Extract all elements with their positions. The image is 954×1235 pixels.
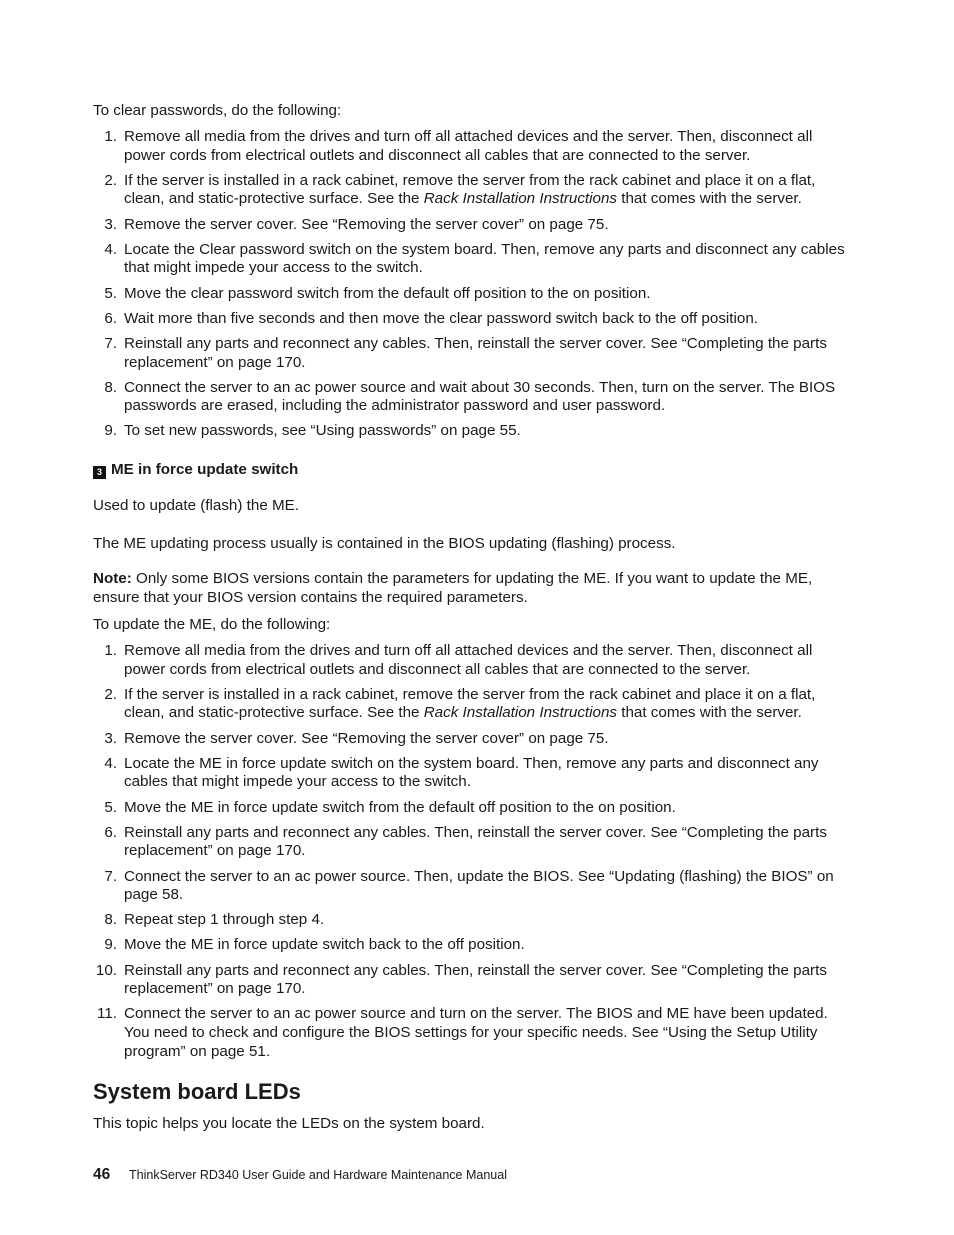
step-number: 1.	[104, 642, 117, 659]
step-text: Reinstall any parts and reconnect any cables. Then, reinstall the server cover. See “Completing the parts replacement” on page 170.	[124, 823, 827, 860]
list-item	[93, 422, 853, 441]
list-item	[93, 310, 853, 329]
me-paragraph-2: The ME updating process usually is contained in the BIOS updating (flashing) process.	[93, 535, 676, 552]
step-text: that comes with the server.	[617, 190, 802, 208]
clear-passwords-steps	[93, 128, 853, 448]
step-number: 11.	[97, 1005, 117, 1023]
note-label: Note:	[93, 570, 132, 587]
step-emphasis: Rack Installation Instructions	[423, 190, 618, 208]
step-text: Repeat step 1 through step 4.	[124, 911, 325, 929]
step-text: Reinstall any parts and reconnect any cables. Then, reinstall the server cover. See “Completing the parts replacement” on page 170.	[124, 334, 827, 371]
step-number: 5.	[104, 798, 117, 816]
step-text: If the server is installed in a rack cabinet, remove the server from the rack cabinet and place it on a flat, clean, and static-protective surface. See the	[124, 685, 816, 722]
me-update-steps	[93, 642, 853, 1068]
step-text: Reinstall any parts and reconnect any cables. Then, reinstall the server cover. See “Completing the parts replacement” on page 170.	[124, 961, 827, 998]
step-text: Connect the server to an ac power source. Then, update the BIOS. See “Updating (flashing) the BIOS” on page 58.	[124, 867, 834, 904]
step-number: 5.	[104, 284, 117, 302]
step-number: 8.	[104, 378, 117, 396]
list-item	[93, 868, 853, 905]
step-text: Wait more than five seconds and then move the clear password switch back to the off position.	[124, 309, 758, 327]
step-number: 4.	[104, 240, 117, 258]
step-text: Connect the server to an ac power source and wait about 30 seconds. Then, turn on the server. The BIOS passwords are erased, including the administrator password and user password.	[124, 378, 836, 415]
step-number: 6.	[104, 309, 117, 327]
list-item	[93, 216, 853, 235]
list-item	[93, 911, 853, 930]
step-number: 6.	[104, 823, 117, 841]
page-number: 46	[93, 1166, 111, 1183]
step-text: To set new passwords, see “Using passwords” on page 55.	[124, 422, 521, 440]
step-emphasis: Rack Installation Instructions	[423, 704, 618, 722]
step-text: Locate the ME in force update switch on the system board. Then, remove any parts and disconnect any cables that might impede your access to the switch.	[124, 754, 819, 791]
list-item	[93, 799, 853, 818]
step-number: 2.	[104, 171, 117, 189]
footer-doc-title: ThinkServer RD340 User Guide and Hardware Maintenance Manual	[129, 1168, 507, 1182]
list-item	[93, 686, 853, 723]
list-item	[93, 755, 853, 792]
step-number: 9.	[104, 936, 117, 954]
list-item	[93, 335, 853, 372]
step-text: that comes with the server.	[617, 704, 802, 722]
step-text: Remove the server cover. See “Removing the server cover” on page 75.	[124, 729, 609, 747]
me-heading-text: ME in force update switch	[111, 461, 299, 478]
step-number: 2.	[104, 685, 117, 703]
me-paragraph-1: Used to update (flash) the ME.	[93, 497, 299, 514]
step-number: 4.	[104, 754, 117, 772]
step-text: Remove the server cover. See “Removing the server cover” on page 75.	[124, 215, 609, 233]
step-text: Move the clear password switch from the default off position to the on position.	[124, 284, 651, 302]
list-item	[93, 730, 853, 749]
callout-number-badge: 3	[93, 466, 106, 479]
step-text: If the server is installed in a rack cabinet, remove the server from the rack cabinet and place it on a flat, clean, and static-protective surface. See the	[124, 171, 816, 208]
leds-section-heading: System board LEDs	[93, 1079, 301, 1104]
list-item	[93, 642, 853, 679]
list-item	[93, 379, 853, 416]
me-note	[93, 570, 853, 607]
list-item	[93, 128, 853, 165]
step-number: 1.	[104, 128, 117, 145]
list-item	[93, 1005, 853, 1061]
me-section-heading	[93, 461, 298, 479]
step-text: Move the ME in force update switch back to the off position.	[124, 936, 525, 954]
step-number: 10.	[95, 961, 117, 979]
note-text: Only some BIOS versions contain the parameters for updating the ME. If you want to update the ME, ensure that your BIOS version contains the required parameters.	[93, 570, 813, 606]
step-number: 7.	[104, 334, 117, 352]
leds-intro: This topic helps you locate the LEDs on the system board.	[93, 1115, 485, 1132]
list-item	[93, 936, 853, 955]
step-number: 7.	[104, 867, 117, 885]
list-item	[93, 285, 853, 304]
clear-passwords-intro: To clear passwords, do the following:	[93, 102, 342, 119]
step-text: Locate the Clear password switch on the system board. Then, remove any parts and disconnect any cables that might impede your access to the switch.	[124, 240, 845, 277]
step-text: Remove all media from the drives and turn off all attached devices and the server. Then, disconnect all power cords from electrical outlets and disconnect all cables that are connected to the server.	[124, 128, 813, 164]
step-text: Move the ME in force update switch from the default off position to the on position.	[124, 798, 676, 816]
step-text: Connect the server to an ac power source and turn on the server. The BIOS and ME have been updated. You need to check and configure the BIOS settings for your specific needs. See “Using the Setup Utility program” on page 51.	[124, 1005, 828, 1060]
step-number: 3.	[104, 215, 117, 233]
step-number: 9.	[104, 422, 117, 440]
list-item	[93, 172, 853, 209]
step-text: Remove all media from the drives and turn off all attached devices and the server. Then, disconnect all power cords from electrical outlets and disconnect all cables that are connected to the server.	[124, 642, 813, 678]
step-number: 8.	[104, 911, 117, 929]
list-item	[93, 962, 853, 999]
list-item	[93, 241, 853, 278]
step-number: 3.	[104, 729, 117, 747]
list-item	[93, 824, 853, 861]
me-update-intro: To update the ME, do the following:	[93, 616, 331, 633]
